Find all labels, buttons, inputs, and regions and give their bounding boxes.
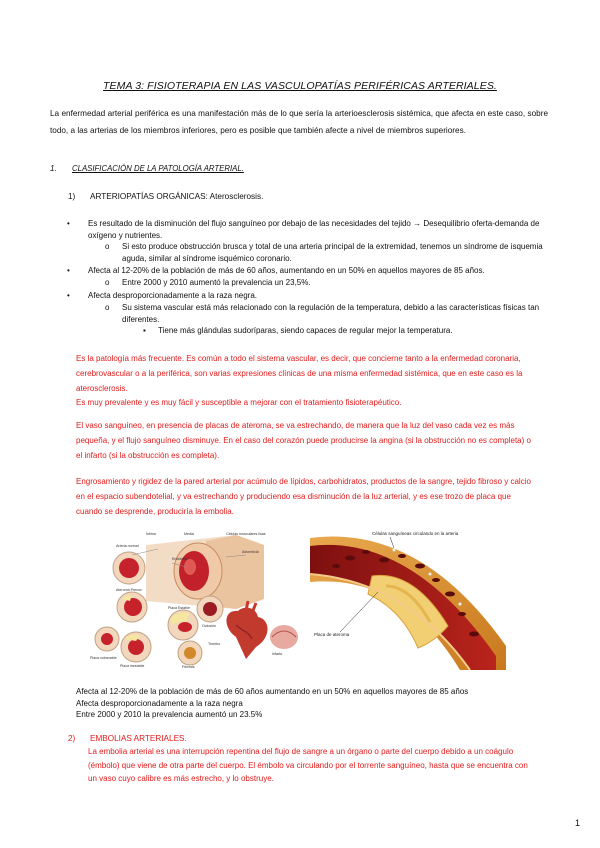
figure-label: Adventicia [242, 550, 259, 554]
square-mark: ▪ [143, 326, 146, 335]
subsection-heading-2 [68, 733, 187, 745]
page-number: 1 [575, 818, 581, 828]
circle-mark: o [105, 278, 110, 287]
bullet-text: Entre 2000 y 2010 aumentó la prevalencia un 23,5%. [122, 278, 311, 287]
bullet-text: Tiene más glándulas sudoríparas, siendo capaces de regular mejor la temperatura. [158, 326, 453, 335]
figure-label: Ateroma Precoz [116, 588, 142, 592]
subsection-number: 2) [68, 734, 76, 743]
document-title: TEMA 3: FISIOTERAPIA EN LAS VASCULOPATÍAS PERIFÉRICAS ARTERIALES. [103, 80, 497, 92]
bullet-text: Es resultado de la disminución del flujo sanguíneo por debajo de las necesidades del tejido → Desequilibrio oferta-demanda de oxígeno y nutrientes. [88, 219, 540, 240]
bullet-item [67, 218, 548, 241]
subsection-label: ARTERIOPATÍAS ORGÁNICAS: Aterosclerosis. [90, 192, 264, 201]
bullet-item [67, 290, 548, 302]
bullet-text: Afecta desproporcionadamente a la raza negra. [88, 291, 257, 300]
bullet-mark: • [67, 219, 70, 228]
bullet-mark: • [67, 266, 70, 275]
red-note-1 [76, 352, 532, 411]
bullet-mark: • [67, 291, 70, 300]
section-number: 1. [50, 164, 57, 173]
sub-sub-bullet-item [143, 325, 548, 337]
figure-label: Células sanguíneas circulando en la arteria [372, 531, 459, 536]
figure-label: Infarto [272, 652, 283, 656]
figure-label: Placa de ateroma [314, 632, 350, 637]
intro-paragraph: La enfermedad arterial periférica es una manifestación más de lo que sería la arterioesclerosis sistémica, que afecta en este caso, sobre todo, a las arterias de los miembros inferiores, pero es posible que también afecte a nivel de miembros superiores. [50, 109, 548, 135]
circle-mark: o [105, 303, 110, 312]
figure-caption [76, 686, 468, 721]
figure-label: Placa Estable [168, 606, 190, 610]
red-note-text: Es muy prevalente y es muy fácil y susceptible a mejorar con el tratamiento fisioterapéutico. [76, 398, 402, 408]
bullet-text: Afecta al 12-20% de la población de más de 60 años, aumentando en un 50% en aquellos mayores de 85 años. [88, 266, 485, 275]
caption-line: Afecta al 12-20% de la población de más de 60 años aumentando en un 50% en aquellos mayores de 85 años [76, 687, 469, 696]
figure-label: Media [184, 532, 194, 536]
artery-plaque-figure [310, 530, 510, 670]
subsection-heading-1 [68, 191, 263, 203]
figure-label: Arteria normal [116, 544, 139, 548]
subsection-number: 1) [68, 192, 76, 201]
figure-label: Placa inestable [120, 664, 145, 668]
bullet-text: Si esto produce obstrucción brusca y total de una arteria principal de la extremidad, tenemos un síndrome de isquemia aguda, similar al síndrome isquémico coronario. [122, 242, 543, 263]
caption-line: Afecta desproporcionadamente a la raza negra [76, 698, 243, 708]
sub-bullet-item [105, 241, 548, 264]
bullet-text: Su sistema vascular está más relacionado con la regulación de la temperatura, debido a las características físicas tan diferentes. [122, 303, 540, 324]
red-note-2: El vaso sanguíneo, en presencia de placas de ateroma, se va estrechando, de manera que la luz del vaso cada vez es más pequeña, y el flujo sanguíneo disminuye. En el caso del corazón puede producirse la angina (si la obstrucción no es completa) o el infarto (si la obstrucción es completa). [76, 421, 531, 460]
figure-label: Oclusión [202, 624, 216, 628]
embolias-paragraph: La embolia arterial es una interrupción repentina del flujo de sangre a un órgano o parte del cuerpo debido a un coágulo (émbolo) que viene de otra parte del cuerpo. El émbolo va circulando por el torrente sanguíneo, hasta que se encuentra con un vaso cuyo calibre es más estrecho, y lo obstruye. [88, 747, 528, 784]
figure-label: Endotelio [172, 557, 187, 561]
figure-label: Fibrosis [182, 665, 195, 669]
red-note-3: Engrosamiento y rigidez de la pared arterial por acúmulo de lípidos, carbohidratos, productos de la sangre, tejido fibroso y calcio en el espacio subendotelial, y va estrechando y produciendo esa disminución de la luz arterial, y es ese trozo de placa que cuando se desprende, produciría la embolia. [76, 477, 531, 516]
section-heading-1 [50, 163, 244, 175]
bullet-item [67, 265, 558, 277]
figure-label: Íntima [146, 532, 156, 536]
subsection-label: EMBOLIAS ARTERIALES. [90, 734, 187, 743]
red-note-text: Es la patología más frecuente. Es común a todo el sistema vascular, es decir, que concierne tanto a la enfermedad coronaria, cerebrovascular o a la periférica, son varias expresiones clínicas de una misma enfermedad sistémica, que en este caso es la aterosclerosis. [76, 354, 523, 393]
circle-mark: o [105, 242, 110, 251]
section-label: CLASIFICACIÓN DE LA PATOLOGÍA ARTERIAL. [72, 164, 244, 173]
figure-label: Células musculares lisas [226, 532, 266, 536]
sub-bullet-item [105, 302, 552, 325]
caption-line: Entre 2000 y 2010 la prevalencia aumentó un 23.5% [76, 710, 263, 719]
figure-label: Trombo [208, 642, 221, 646]
sub-bullet-item [105, 277, 548, 289]
figure-label: Placa vulnerable [90, 656, 117, 660]
atherosclerosis-progression-figure [86, 527, 308, 669]
